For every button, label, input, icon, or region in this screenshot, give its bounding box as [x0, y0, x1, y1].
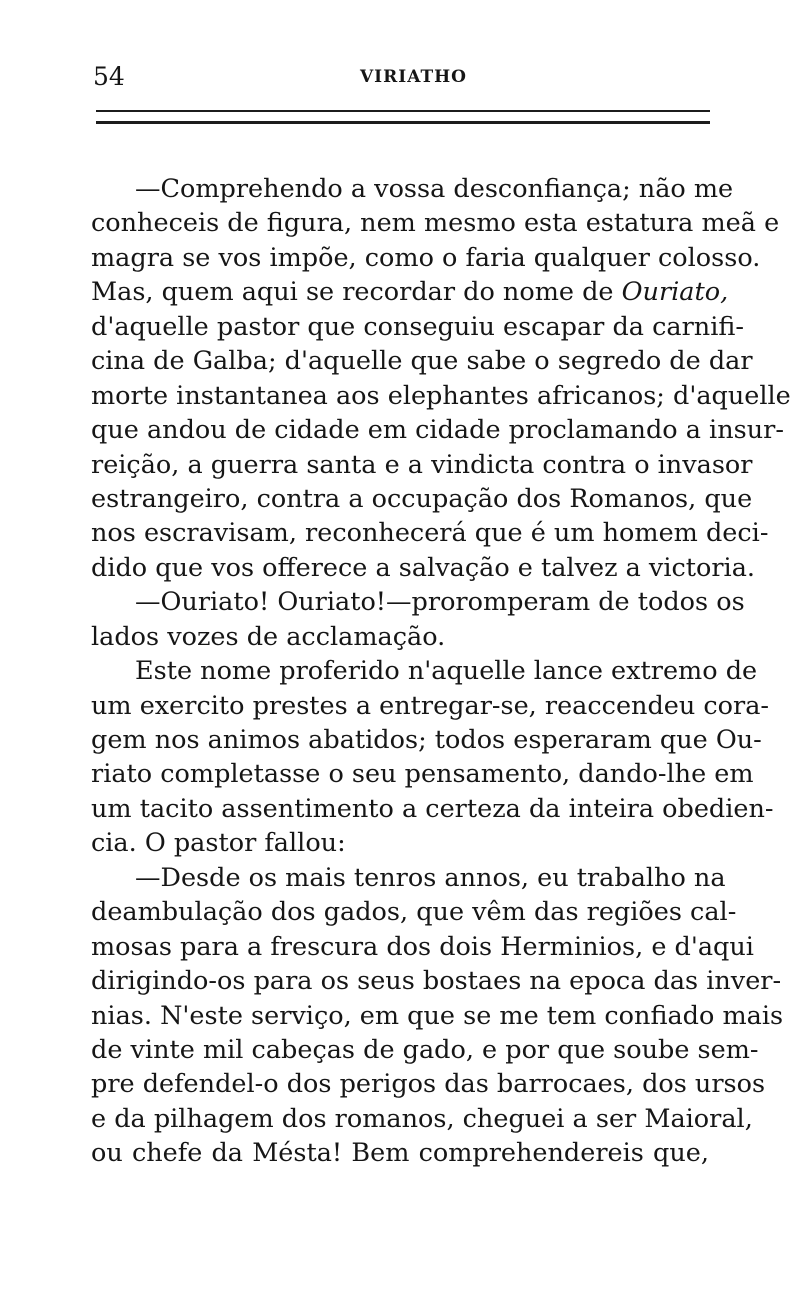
- text-line: d'aquelle pastor que conseguiu escapar da carnifi-: [91, 311, 744, 342]
- text-line: —Desde os mais tenros annos, eu trabalho na: [135, 862, 726, 893]
- text-line: Este nome proferido n'aquelle lance extremo de: [135, 656, 758, 687]
- text-line: morte instantanea aos elephantes africanos; d'aquelle: [91, 380, 791, 411]
- text-line: mosas para a frescura dos dois Herminios, e d'aqui: [91, 931, 754, 962]
- text-line: lados vozes de acclamação.: [91, 621, 446, 652]
- text-line: de vinte mil cabeças de gado, e por que soube sem-: [91, 1034, 759, 1065]
- text-line: um exercito prestes a entregar-se, reaccendeu cora-: [91, 690, 770, 721]
- text-line: nias. N'este serviço, em que se me tem confiado mais: [91, 1000, 784, 1031]
- text-line: dido que vos offerece a salvação e talvez a victoria.: [91, 552, 756, 583]
- text-line: magra se vos impõe, como o faria qualquer colosso.: [91, 242, 761, 273]
- text-line: cia. O pastor fallou:: [91, 828, 346, 859]
- text-line: gem nos animos abatidos; todos esperaram que Ou-: [91, 725, 762, 755]
- text-line: e da pilhagem dos romanos, cheguei a ser Maioral,: [91, 1103, 753, 1134]
- body-text: [91, 172, 791, 1171]
- text-line: um tacito assentimento a certeza da inteira obedien-: [91, 793, 774, 824]
- text-line: estrangeiro, contra a occupação dos Romanos, que: [91, 483, 753, 514]
- text-line: [91, 275, 729, 309]
- header-rule-thick: [96, 121, 710, 124]
- page-header: [93, 62, 710, 92]
- text-line: riato completasse o seu pensamento, dando-lhe em: [91, 759, 754, 790]
- text-line: pre defendel-o dos perigos das barrocaes, dos ursos: [91, 1069, 766, 1100]
- text-line: —Ouriato! Ouriato!—proromperam de todos os: [135, 587, 745, 618]
- text-line: ou chefe da Mésta! Bem comprehendereis que,: [91, 1138, 709, 1169]
- text-line: dirigindo-os para os seus bostaes na epoca das inver-: [91, 966, 782, 997]
- text-line: deambulação dos gados, que vêm das regiões cal-: [91, 897, 737, 928]
- running-title: VIRIATHO: [359, 67, 467, 87]
- text-line: nos escravisam, reconhecerá que é um homem deci-: [91, 518, 769, 549]
- page-number: 54: [93, 62, 125, 91]
- text-segment: Mas, quem aqui se recordar do nome de: [91, 277, 622, 308]
- header-rule-thin: [96, 110, 710, 112]
- text-line: reição, a guerra santa e a vindicta contra o invasor: [91, 449, 753, 480]
- text-line: conheceis de figura, nem mesmo esta estatura meã e: [91, 208, 780, 239]
- italic-name: Ouriato,: [621, 277, 729, 308]
- text-line: —Comprehendo a vossa desconfiança; não me: [135, 174, 734, 204]
- text-line: cina de Galba; d'aquelle que sabe o segredo de dar: [91, 346, 753, 377]
- text-line: que andou de cidade em cidade proclamando a insur-: [91, 415, 784, 446]
